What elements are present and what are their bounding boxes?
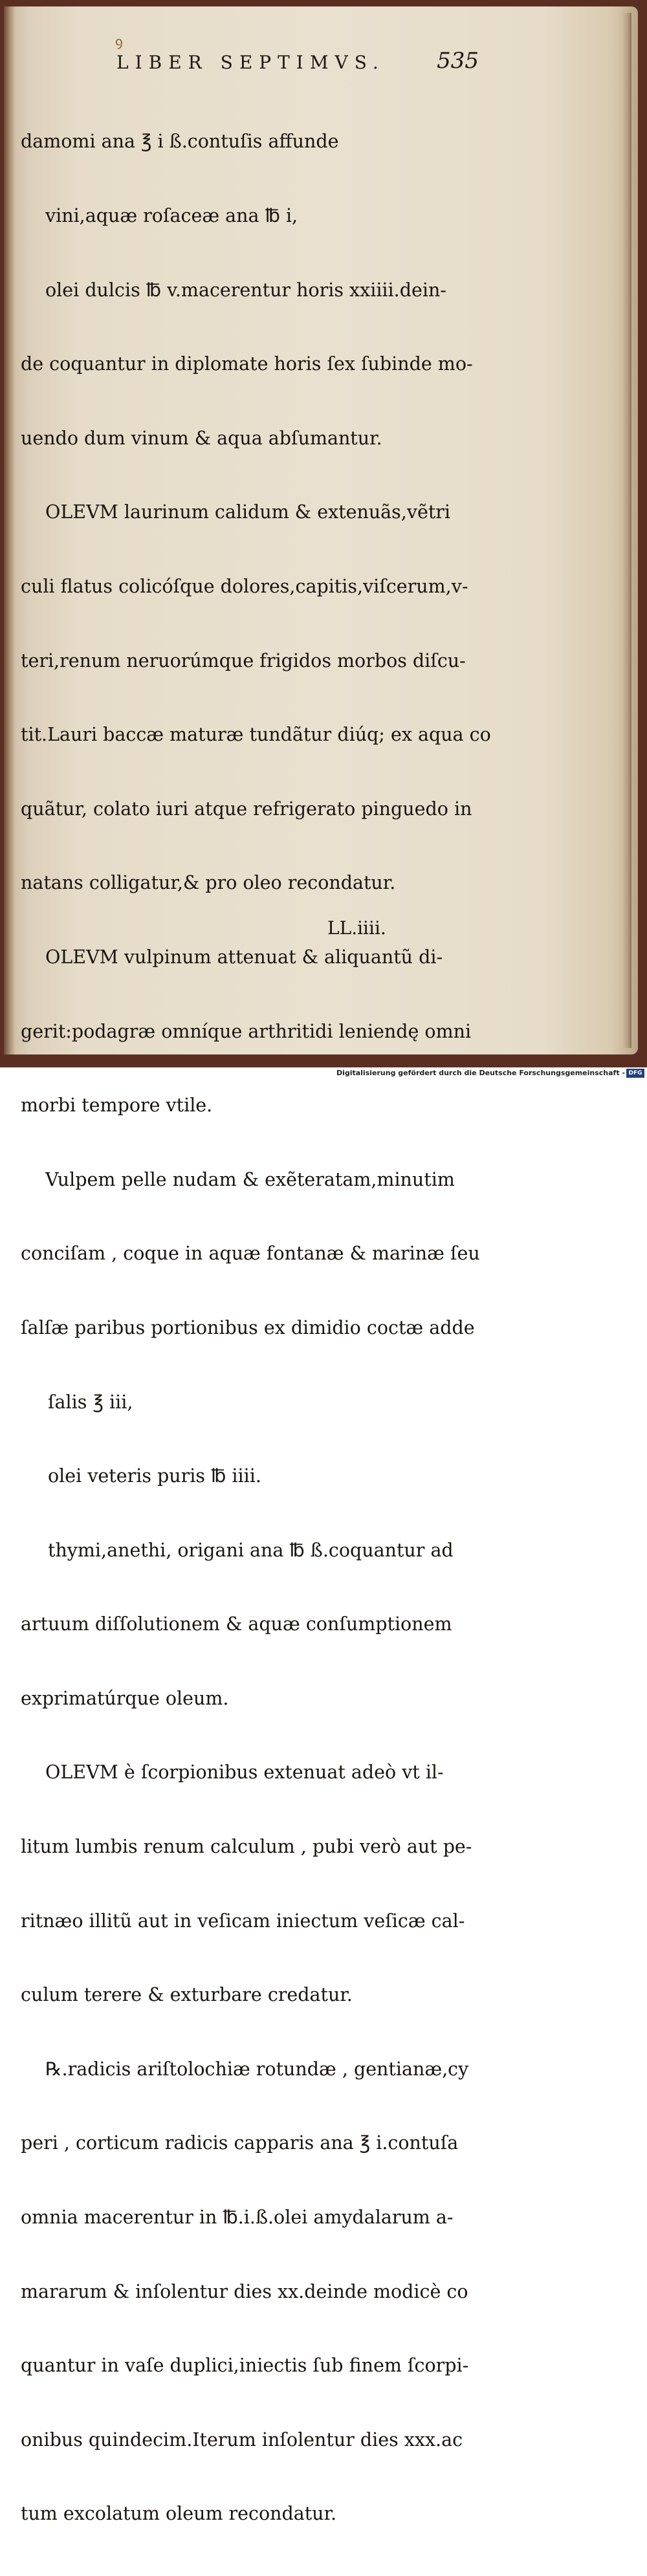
text-line: natans colligatur,& pro oleo recondatur. xyxy=(21,872,396,894)
page-edge xyxy=(622,13,631,1048)
text-line: culum terere & exturbare credatur. xyxy=(21,1984,353,2006)
text-line: onibus quindecim.Iterum inſolentur dies xxx.ac xyxy=(21,2429,463,2450)
text-line: teri,renum neruorúmque frigidos morbos diſcu- xyxy=(21,649,466,671)
text-line: ritnæo illitũ aut in veſicam iniectum veſicæ cal- xyxy=(21,1910,465,1932)
text-line: quantur in vaſe duplici,iniectis ſub finem ſcorpi- xyxy=(21,2355,469,2377)
text-line: olei dulcis ℔ v.macerentur horis xxiiii.dein- xyxy=(45,279,446,301)
text-line: OLEVM laurinum calidum & extenuãs,vẽtri xyxy=(45,501,451,523)
funding-credit: Digitalisierung gefördert durch die Deutsche Forschungsgemeinschaft - xyxy=(336,1069,625,1077)
text-line: Vulpem pelle nudam & exẽteratam,minutim xyxy=(45,1168,455,1190)
catchword: LL.iiii. xyxy=(327,917,386,939)
text-line: OLEVM è ſcorpionibus extenuat adeò vt il- xyxy=(45,1762,444,1784)
body-text xyxy=(21,80,491,2576)
dfg-logo: DFG xyxy=(626,1069,644,1078)
text-line: vini,aquæ roſaceæ ana ℔ i, xyxy=(45,205,298,226)
text-line: tum excolatum oleum recondatur. xyxy=(21,2503,337,2525)
text-line: exprimatúrque oleum. xyxy=(21,1687,229,1709)
text-line: quãtur, colato iuri atque refrigerato pinguedo in xyxy=(21,798,472,820)
text-line: conciſam , coque in aquæ fontanæ & marinæ ſeu xyxy=(21,1243,480,1265)
text-line: damomi ana ℥ i ß.contuſis affunde xyxy=(21,131,339,153)
text-line: ſalſæ paribus portionibus ex dimidio coctæ adde xyxy=(21,1316,475,1338)
text-line: thymi,anethi, origani ana ℔ ß.coquantur ad xyxy=(48,1539,454,1561)
folio-number: 535 xyxy=(437,48,479,74)
running-title: LIBER SEPTIMVS. xyxy=(116,52,385,73)
text-line: uendo dum vinum & aqua abſumantur. xyxy=(21,427,382,449)
text-line: litum lumbis renum calculum , pubi verò aut pe- xyxy=(21,1836,472,1858)
text-line: ſalis ℥ iii, xyxy=(48,1391,133,1413)
text-line: OLEVM vulpinum attenuat & aliquantũ di- xyxy=(45,946,443,968)
text-line: de coquantur in diplomate horis ſex ſubinde mo- xyxy=(21,353,473,375)
text-line: peri , corticum radicis capparis ana ℥ i.contuſa xyxy=(21,2132,459,2154)
text-line: culi flatus colicóſque dolores,capitis,viſcerum,v- xyxy=(21,575,468,597)
page-mark: ꝯ xyxy=(115,34,123,49)
text-line: gerit:podagræ omníque arthritidi leniendę omni xyxy=(21,1020,472,1042)
text-line: artuum diſſolutionem & aquæ conſumptionem xyxy=(21,1613,452,1635)
text-line: tit.Lauri baccæ maturæ tundãtur diúq; ex aqua co xyxy=(21,724,491,746)
text-line: olei veteris puris ℔ iiii. xyxy=(48,1465,261,1487)
text-line: ℞.radicis ariſtolochiæ rotundæ , gentianæ,cy xyxy=(45,2058,469,2080)
page-gutter xyxy=(4,6,16,1054)
text-line: mararum & inſolentur dies xx.deinde modicè co xyxy=(21,2280,468,2302)
text-line: morbi tempore vtile. xyxy=(21,1095,213,1117)
text-line: omnia macerentur in ℔.i.ß.olei amydalarum a- xyxy=(21,2207,454,2229)
running-head xyxy=(116,48,479,78)
